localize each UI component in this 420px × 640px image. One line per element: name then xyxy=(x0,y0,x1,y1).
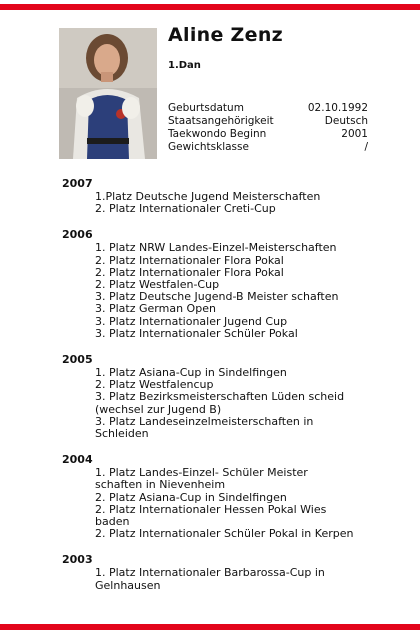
fact-row-weight-class xyxy=(168,141,368,154)
achievement-item: 2. Platz Westfalen-Cup xyxy=(95,278,220,292)
athlete-photo xyxy=(59,28,157,159)
achievement-list xyxy=(58,567,358,591)
year-heading: 2005 xyxy=(62,353,93,367)
achievement-item: 2. Platz Internationaler Creti-Cup xyxy=(95,202,276,216)
fact-value: 02.10.1992 xyxy=(307,102,368,114)
achievement-item: 3. Platz Deutsche Jugend-B Meister schaften xyxy=(95,290,339,304)
year-block-2004 xyxy=(58,452,358,540)
career-list xyxy=(58,176,358,604)
fact-value: / xyxy=(364,141,368,153)
achievement-item: 2. Platz Westfalencup xyxy=(95,378,214,392)
achievement-item: 1. Platz NRW Landes-Einzel-Meisterschaften xyxy=(95,241,337,255)
achievement-list xyxy=(58,467,358,540)
achievement-item: 2. Platz Asiana-Cup in Sindelfingen xyxy=(95,490,287,504)
achievement-list xyxy=(58,191,358,215)
fact-row-nationality xyxy=(168,115,368,128)
achievement-item: 3. Platz Landeseinzelmeisterschaften in Schleiden xyxy=(95,414,314,441)
fact-label: Geburtsdatum xyxy=(168,102,244,114)
achievement-list xyxy=(58,367,358,440)
year-block-2005 xyxy=(58,352,358,440)
bottom-accent-bar xyxy=(0,624,420,630)
achievement-item: 3. Platz Internationaler Schüler Pokal xyxy=(95,326,298,340)
achievement-list xyxy=(58,242,358,340)
year-heading: 2003 xyxy=(62,553,93,567)
top-accent-bar xyxy=(0,4,420,10)
fact-value: 2001 xyxy=(341,128,368,140)
fact-label: Staatsangehörigkeit xyxy=(168,115,274,127)
achievement-item: 2. Platz Internationaler Hessen Pokal Wies baden xyxy=(95,502,327,529)
fact-row-birthdate xyxy=(168,102,368,115)
achievement-item: 2. Platz Internationaler Schüler Pokal in Kerpen xyxy=(95,527,354,541)
year-block-2007 xyxy=(58,176,358,215)
fact-label: Gewichtsklasse xyxy=(168,141,249,153)
rank-label: 1.Dan xyxy=(168,60,201,71)
achievement-item: 1. Platz Landes-Einzel- Schüler Meister schaften in Nievenheim xyxy=(95,466,308,492)
achievement-item: 2. Platz Internationaler Flora Pokal xyxy=(95,253,284,267)
year-heading: 2007 xyxy=(62,177,93,190)
achievement-item: 3. Platz German Open xyxy=(95,302,216,316)
athlete-photo-image xyxy=(59,28,157,159)
year-heading: 2004 xyxy=(62,453,93,467)
fact-row-start-year xyxy=(168,128,368,141)
achievement-item: 1. Platz Asiana-Cup in Sindelfingen xyxy=(95,366,287,380)
year-heading: 2006 xyxy=(62,228,93,242)
year-block-2003 xyxy=(58,552,358,591)
fact-label: Taekwondo Beginn xyxy=(168,128,267,140)
achievement-item: 1. Platz Internationaler Barbarossa-Cup in Gelnhausen xyxy=(95,566,325,592)
profile-facts xyxy=(168,102,368,154)
fact-value: Deutsch xyxy=(324,115,368,127)
athlete-name: Aline Zenz xyxy=(168,24,284,46)
year-block-2006 xyxy=(58,227,358,340)
achievement-item: 1.Platz Deutsche Jugend Meisterschaften xyxy=(95,190,321,203)
achievement-item: 3. Platz Internationaler Jugend Cup xyxy=(95,314,288,328)
achievement-item: 2. Platz Internationaler Flora Pokal xyxy=(95,265,284,279)
achievement-item: 3. Platz Bezirksmeisterschaften Lüden scheid (wechsel zur Jugend B) xyxy=(95,390,345,416)
